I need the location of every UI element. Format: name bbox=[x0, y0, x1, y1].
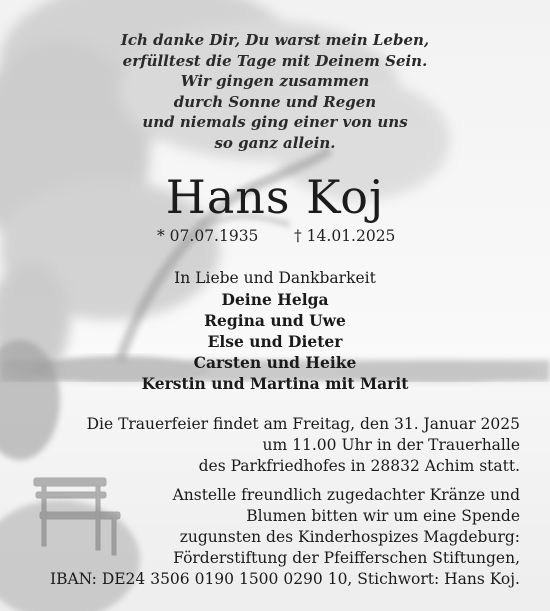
mourners-intro: In Liebe und Dankbarkeit bbox=[174, 269, 376, 287]
mourner-name: Deine Helga bbox=[221, 290, 329, 309]
verse-line: Ich danke Dir, Du warst mein Leben, bbox=[120, 31, 430, 49]
verse-line: Wir gingen zusammen bbox=[180, 72, 370, 90]
funeral-service-info bbox=[87, 414, 520, 477]
verse-line: so ganz allein. bbox=[214, 133, 336, 152]
service-line: des Parkfriedhofes in 28832 Achim statt. bbox=[198, 457, 520, 475]
mourner-name: Kerstin und Martina mit Marit bbox=[141, 374, 409, 393]
mourner-name: Regina und Uwe bbox=[204, 311, 346, 330]
verse-line: erfülltest die Tage mit Deinem Sein. bbox=[122, 51, 428, 70]
donation-line: IBAN: DE24 3506 0190 1500 0290 10, Stichwort: Hans Koj. bbox=[49, 570, 520, 588]
donation-line: zugunsten des Kinderhospizes Magdeburg: bbox=[179, 528, 520, 546]
service-line: um 11.00 Uhr in der Trauerhalle bbox=[262, 436, 520, 454]
verse-line: und niemals ging einer von uns bbox=[142, 113, 408, 131]
donation-request bbox=[50, 485, 520, 590]
mourners-list bbox=[0, 268, 550, 394]
verse-line: durch Sonne und Regen bbox=[173, 92, 377, 111]
memorial-verse bbox=[0, 30, 550, 153]
death-date: † 14.01.2025 bbox=[294, 227, 396, 245]
donation-line: Anstelle freundlich zugedachter Kränze und bbox=[172, 486, 520, 504]
birth-date: * 07.07.1935 bbox=[157, 227, 259, 245]
donation-line: Blumen bitten wir um eine Spende bbox=[246, 507, 520, 525]
service-line: Die Trauerfeier findet am Freitag, den 31. Januar 2025 bbox=[86, 415, 520, 433]
donation-line: Förderstiftung der Pfeifferschen Stiftungen, bbox=[173, 549, 520, 567]
mourner-name: Carsten und Heike bbox=[193, 353, 357, 372]
mourner-name: Else und Dieter bbox=[207, 332, 343, 351]
deceased-name: Hans Koj bbox=[165, 170, 385, 224]
